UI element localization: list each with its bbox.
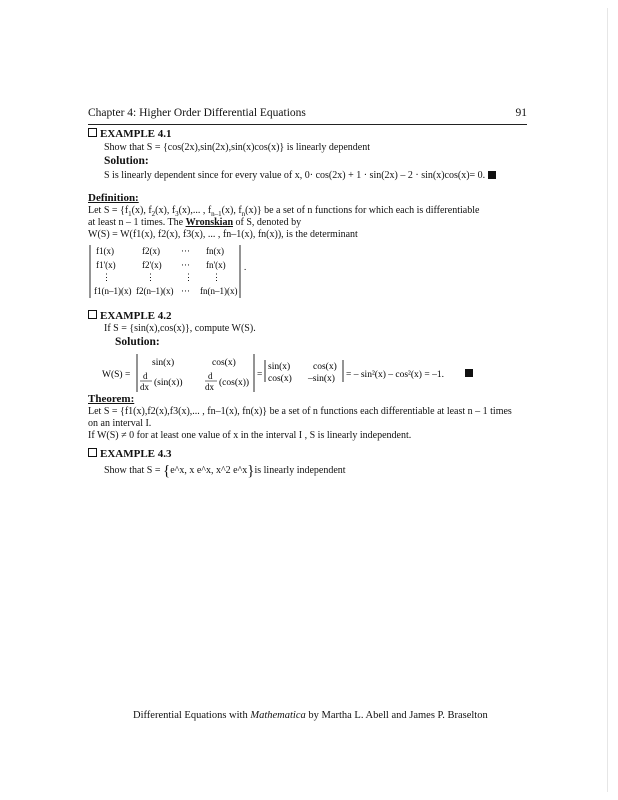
matrix-vdots: ⋮ (102, 272, 111, 282)
qed-square-icon (488, 171, 496, 179)
eq-result: = – sin²(x) – cos²(x) = –1. (346, 370, 444, 380)
subscript: 1 (128, 210, 132, 218)
text-run: Let S = {f (88, 205, 129, 216)
eq-lhs: W(S) = (102, 370, 131, 380)
text-run: (x), f (155, 205, 176, 216)
matrix-cell: f2'(x) (142, 260, 162, 270)
example-4-2-solution-label: Solution: (115, 336, 160, 348)
wronskian-term: Wronskian (185, 217, 234, 228)
page-header (88, 107, 527, 123)
matrix-cell: f1(n–1)(x) (94, 286, 132, 296)
header-rule (88, 124, 527, 125)
text-run: of S, denoted by (233, 217, 302, 228)
footer-italic: Mathematica (250, 710, 306, 721)
theorem-line-1: Let S = {f1(x),f2(x),f3(x),... , fn–1(x), fn(x)} be a set of n functions each differentiable at least n – 1 times (88, 406, 512, 417)
example-4-1-heading (88, 128, 172, 140)
matrix-cell: fn(n–1)(x) (200, 286, 238, 296)
eq-cosx: cos(x) (212, 358, 236, 368)
qed-square-icon (465, 369, 473, 377)
text-run: at least n – 1 times. The (88, 217, 186, 228)
matrix-cell: fn(x) (206, 246, 224, 256)
text-run: (x),... , f (178, 205, 212, 216)
eq-m21: cos(x) (268, 374, 292, 384)
checkbox-icon (88, 128, 97, 137)
eq-sinx: sin(x) (152, 358, 175, 368)
matrix-cell: ··· (181, 246, 190, 256)
example-4-2-heading (88, 310, 172, 322)
matrix-vdots: ⋮ (184, 272, 193, 282)
eq-equals: = (257, 370, 263, 380)
subscript: 3 (175, 210, 179, 218)
definition-line-2 (88, 217, 301, 228)
determinant-period: . (244, 262, 247, 272)
footer-text: Differential Equations with (133, 710, 251, 721)
eq-dcos: (cos(x)) (219, 378, 250, 388)
matrix-vdots: ⋮ (146, 272, 155, 282)
example-label: EXAMPLE 4.1 (100, 128, 172, 140)
matrix-cell: f1'(x) (96, 260, 116, 270)
definition-heading: Definition: (88, 192, 139, 204)
eq-m22: –sin(x) (308, 374, 335, 384)
solution-text: S is linearly dependent since for every value of x, 0· cos(2x) + 1 · sin(2x) – 2 · sin(x)cos(x)= 0. (104, 170, 486, 181)
brace-close: } (247, 463, 255, 479)
example-4-2-equation (100, 352, 500, 394)
eq-d: d (208, 371, 213, 381)
page-edge-rule (607, 8, 608, 792)
wronskian-determinant (88, 242, 268, 300)
subscript: 2 (151, 210, 156, 218)
text-run: (x), f (221, 205, 242, 216)
page-number: 91 (515, 107, 527, 119)
text-run: is linearly independent (254, 465, 346, 476)
text-run: (x), f (131, 205, 152, 216)
example-4-1-solution-text (104, 170, 496, 181)
example-4-3-problem (104, 463, 346, 480)
page-footer (133, 710, 488, 721)
eq-dsin: (sin(x)) (154, 378, 183, 388)
example-4-3-heading (88, 448, 172, 460)
footer-text: by Martha L. Abell and James P. Braselton (305, 710, 488, 721)
matrix-cell: f2(n–1)(x) (136, 286, 174, 296)
theorem-line-3: If W(S) ≠ 0 for at least one value of x in the interval I , S is linearly independent. (88, 430, 412, 441)
checkbox-icon (88, 310, 97, 319)
text-run: (x)} be a set of n functions for which each is differentiable (245, 205, 480, 216)
eq-dx: dx (140, 382, 149, 392)
matrix-cell: f1(x) (96, 246, 114, 256)
example-4-2-problem: If S = {sin(x),cos(x)}, compute W(S). (104, 323, 256, 334)
example-4-1-solution-label: Solution: (104, 155, 149, 167)
example-label: EXAMPLE 4.2 (100, 310, 172, 322)
chapter-title: Chapter 4: Higher Order Differential Equations (88, 107, 306, 119)
subscript: n (241, 210, 246, 218)
set-text: e^x, x e^x, x^2 e^x (170, 465, 248, 476)
matrix-cell: ··· (181, 286, 190, 296)
eq-dx: dx (205, 382, 214, 392)
example-label: EXAMPLE 4.3 (100, 448, 172, 460)
theorem-heading: Theorem: (88, 393, 135, 405)
example-4-1-problem: Show that S = {cos(2x),sin(2x),sin(x)cos(x)} is linearly dependent (104, 142, 371, 153)
eq-m12: cos(x) (313, 362, 337, 372)
definition-line-3: W(S) = W(f1(x), f2(x), f3(x), ... , fn–1(x), fn(x)), is the determinant (88, 229, 358, 240)
matrix-cell: ··· (181, 260, 190, 270)
theorem-line-2: on an interval I. (88, 418, 152, 429)
subscript: n–1 (211, 210, 222, 218)
checkbox-icon (88, 448, 97, 457)
brace-open: { (162, 463, 171, 479)
text-run: Show that S = (104, 465, 163, 476)
matrix-cell: f2(x) (142, 246, 160, 256)
matrix-vdots: ⋮ (212, 272, 221, 282)
eq-m11: sin(x) (268, 362, 291, 372)
matrix-cell: fn'(x) (206, 260, 226, 270)
eq-d: d (143, 371, 148, 381)
